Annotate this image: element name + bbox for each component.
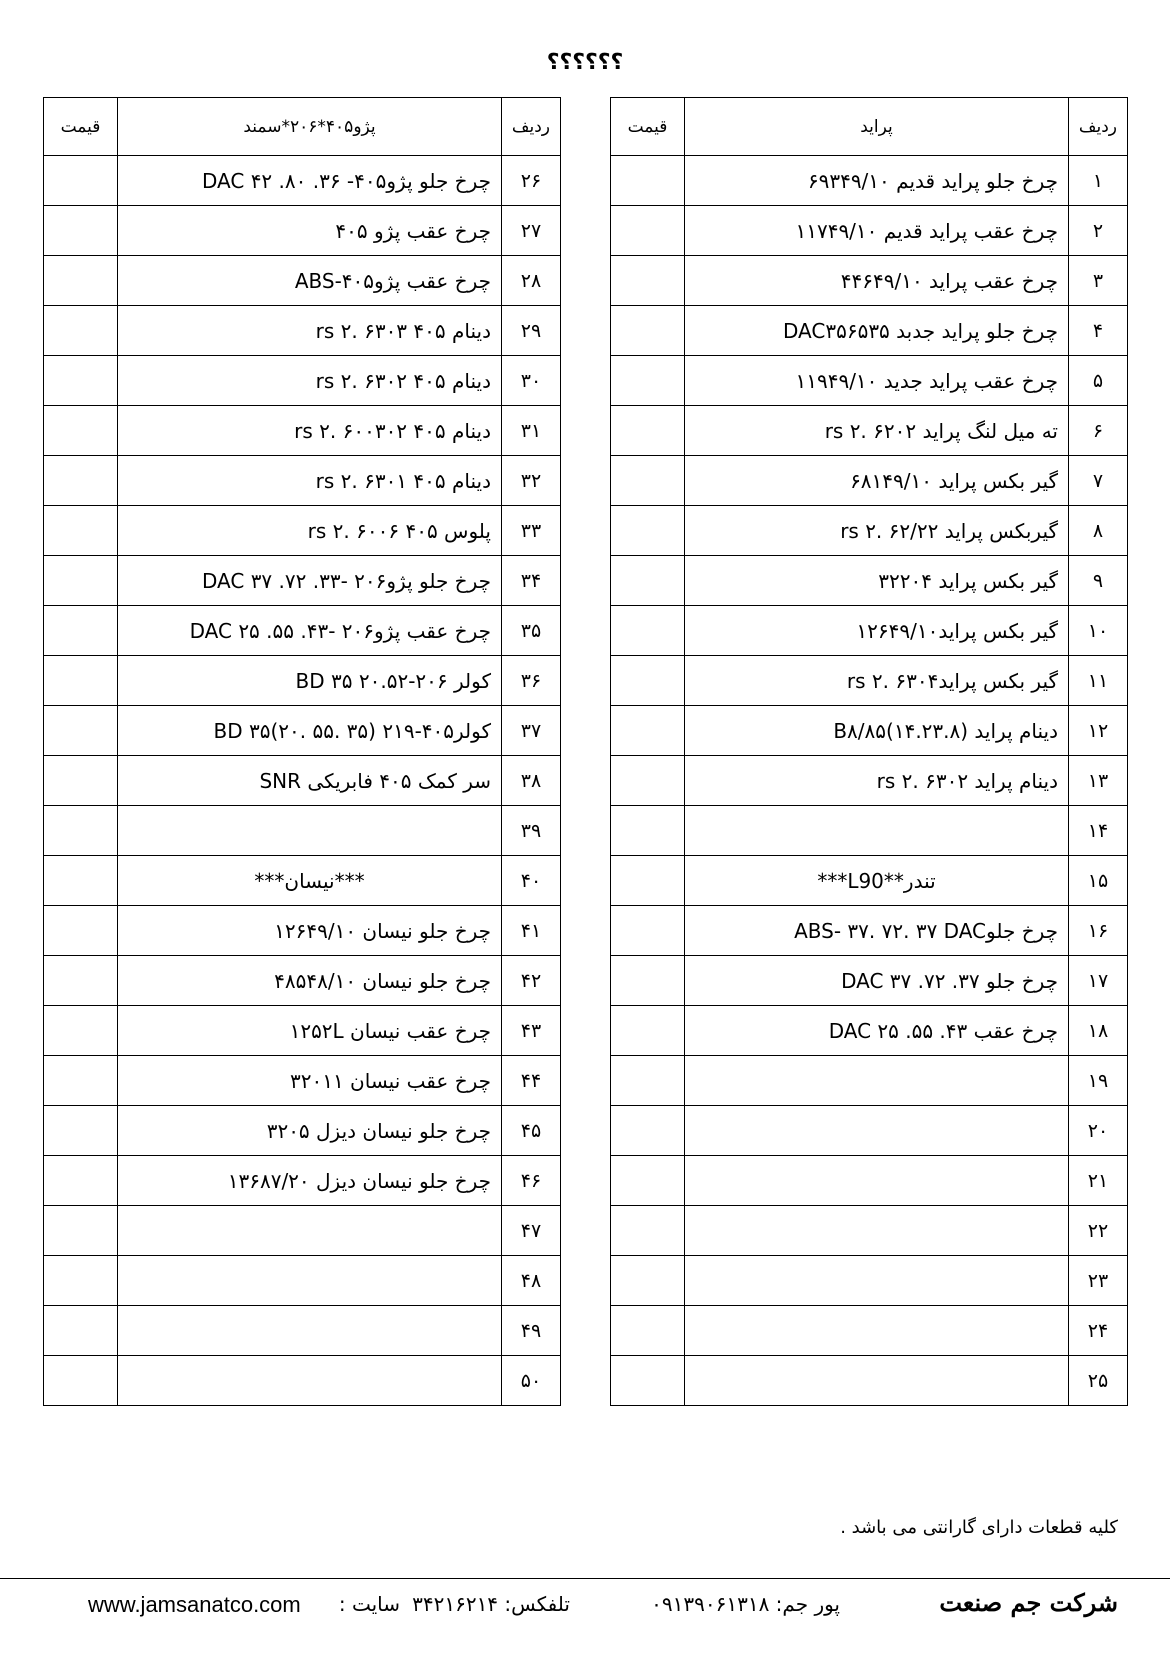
part-name-cell: کولر۴۰۵-۲۱۹ BD ۳۵(۲۰. ۵۵. ۳۵) [118,706,502,756]
price-cell [44,1206,118,1256]
price-cell [611,1206,685,1256]
price-cell [611,706,685,756]
table-row [44,156,561,206]
table-row [44,1356,561,1406]
row-number-cell: ۲۱ [1069,1156,1128,1206]
part-name-cell: چرخ عقب نیسان ۳۲۰۱۱ [118,1056,502,1106]
row-number-cell: ۱۰ [1069,606,1128,656]
row-number-cell: ۱۸ [1069,1006,1128,1056]
part-name-cell: کولر ۲۰۶-۲۰.۵۲ BD ۳۵ [118,656,502,706]
part-name-cell [118,1306,502,1356]
price-cell [44,406,118,456]
table-row [611,206,1128,256]
part-name-cell [685,806,1069,856]
row-number-cell: ۳۲ [502,456,561,506]
table-row [611,1106,1128,1156]
price-cell [611,356,685,406]
part-name-cell: دینام ۴۰۵ rs ۲. ۶۰۰۳۰۲ [118,406,502,456]
row-number-cell: ۵۰ [502,1356,561,1406]
table-row [44,1006,561,1056]
part-name-cell: چرخ عقب ۴۳. ۵۵. ۲۵ DAC [685,1006,1069,1056]
part-name-cell: گیر بکس پرایدrs ۲. ۶۳۰۴ [685,656,1069,706]
part-name-cell: چرخ جلو پراید جدبد DAC۳۵۶۵۳۵ [685,306,1069,356]
price-cell [44,906,118,956]
table-row [44,1206,561,1256]
row-number-cell: ۴۳ [502,1006,561,1056]
part-name-cell [685,1156,1069,1206]
part-name-cell: چرخ عقب پژو۴۰۵-ABS [118,256,502,306]
table-row [611,906,1128,956]
price-cell [44,456,118,506]
row-number-cell: ۳۵ [502,606,561,656]
row-number-cell: ۴۷ [502,1206,561,1256]
part-name-cell: چرخ جلو نیسان دیزل ۱۳۶۸۷/۲۰ [118,1156,502,1206]
table-row [44,206,561,256]
price-cell [44,956,118,1006]
price-cell [44,606,118,656]
table-row [44,806,561,856]
warranty-note: کلیه قطعات دارای گارانتی می باشد . [840,1517,1118,1538]
price-cell [44,1356,118,1406]
row-number-cell: ۳۴ [502,556,561,606]
row-number-cell: ۴۴ [502,1056,561,1106]
price-cell [44,1056,118,1106]
part-name-cell: چرخ جلو نیسان دیزل ۳۲۰۵ [118,1106,502,1156]
price-cell [44,1006,118,1056]
row-number-cell: ۴۲ [502,956,561,1006]
price-cell [611,1006,685,1056]
part-name-cell: چرخ جلوABS- ۳۷. ۷۲. ۳۷ DAC [685,906,1069,956]
row-number-cell: ۶ [1069,406,1128,456]
page-title: ؟؟؟؟؟؟ [546,50,624,75]
part-name-cell: ته میل لنگ پراید rs ۲. ۶۲۰۲ [685,406,1069,456]
row-number-cell: ۳۱ [502,406,561,456]
price-cell [611,506,685,556]
price-header: قیمت [611,98,685,156]
row-number-cell: ۸ [1069,506,1128,556]
table-header-row [611,98,1128,156]
row-number-cell: ۷ [1069,456,1128,506]
part-name-cell [685,1106,1069,1156]
part-name-cell: چرخ جلو نیسان ۱۲۶۴۹/۱۰ [118,906,502,956]
part-name-cell: چرخ جلو نیسان ۴۸۵۴۸/۱۰ [118,956,502,1006]
peugeot-nissan-parts-table [43,97,561,1406]
price-cell [611,556,685,606]
table-row [44,456,561,506]
row-number-cell: ۴۹ [502,1306,561,1356]
table-row [611,956,1128,1006]
part-name-cell: چرخ عقب نیسان ۱۲۵۲L [118,1006,502,1056]
part-name-cell [118,1256,502,1306]
table-row [44,1106,561,1156]
row-number-cell: ۲۵ [1069,1356,1128,1406]
price-cell [611,1056,685,1106]
table-row [611,1306,1128,1356]
company-name: شرکت جم صنعت [939,1588,1118,1617]
table-row [611,606,1128,656]
row-number-cell: ۱۹ [1069,1056,1128,1106]
table-row [611,356,1128,406]
part-name-cell: دینام ۴۰۵ rs ۲. ۶۳۰۳ [118,306,502,356]
row-number-header: ردیف [502,98,561,156]
table-row [611,156,1128,206]
price-cell [44,656,118,706]
price-cell [44,1306,118,1356]
table-row [44,706,561,756]
row-number-cell: ۲۸ [502,256,561,306]
part-name-cell [685,1206,1069,1256]
table-row [44,306,561,356]
price-header: قیمت [44,98,118,156]
table-row [44,1256,561,1306]
part-name-cell: سر کمک ۴۰۵ فابریکی SNR [118,756,502,806]
row-number-cell: ۴۱ [502,906,561,956]
table-row [44,406,561,456]
row-number-cell: ۲۷ [502,206,561,256]
table-row [611,556,1128,606]
row-number-cell: ۱۷ [1069,956,1128,1006]
table-row [44,1156,561,1206]
row-number-cell: ۲۶ [502,156,561,206]
row-number-cell: ۵ [1069,356,1128,406]
price-cell [611,656,685,706]
part-name-cell: چرخ عقب پراید جدید ۱۱۹۴۹/۱۰ [685,356,1069,406]
row-number-cell: ۹ [1069,556,1128,606]
table-row [611,1206,1128,1256]
price-cell [611,956,685,1006]
table-row [44,556,561,606]
row-number-cell: ۱ [1069,156,1128,206]
table-row [44,656,561,706]
part-name-cell: گیر بکس پراید ۶۸۱۴۹/۱۰ [685,456,1069,506]
price-cell [611,206,685,256]
price-cell [44,1256,118,1306]
part-name-cell [685,1306,1069,1356]
price-cell [44,1156,118,1206]
table-row [611,256,1128,306]
price-cell [611,256,685,306]
row-number-cell: ۱۶ [1069,906,1128,956]
website-label: سایت : [338,1592,400,1616]
part-name-cell: دینام ۴۰۵ rs ۲. ۶۳۰۲ [118,356,502,406]
part-name-cell: چرخ جلو ۳۷. ۷۲. ۳۷ DAC [685,956,1069,1006]
price-cell [611,156,685,206]
row-number-cell: ۳۶ [502,656,561,706]
footer-divider [0,1578,1170,1579]
row-number-cell: ۳۸ [502,756,561,806]
row-number-cell: ۳۹ [502,806,561,856]
table-row [611,706,1128,756]
price-cell [611,906,685,956]
row-number-cell: ۴ [1069,306,1128,356]
price-cell [44,306,118,356]
row-number-cell: ۴۸ [502,1256,561,1306]
part-name-cell [118,1356,502,1406]
row-number-cell: ۴۶ [502,1156,561,1206]
row-number-cell: ۲۰ [1069,1106,1128,1156]
table-row [611,1156,1128,1206]
price-cell [44,1106,118,1156]
part-name-cell: چرخ عقب پراید قدیم ۱۱۷۴۹/۱۰ [685,206,1069,256]
table-row [611,506,1128,556]
part-name-cell: دینام پراید (۱۴.۲۳.۸)B۸/۸۵ [685,706,1069,756]
row-number-cell: ۱۳ [1069,756,1128,806]
table-row [611,406,1128,456]
part-name-cell: دینام پراید rs ۲. ۶۳۰۲ [685,756,1069,806]
price-cell [611,1256,685,1306]
price-cell [611,1106,685,1156]
table-row [44,856,561,906]
table-row [611,456,1128,506]
part-name-cell [685,1256,1069,1306]
part-name-cell: چرخ جلو پژو۴۰۵- ۳۶. ۸۰. ۴۲ DAC [118,156,502,206]
price-cell [611,1306,685,1356]
price-cell [611,306,685,356]
part-name-cell: چرخ عقب پژو ۴۰۵ [118,206,502,256]
footer [0,1588,1170,1628]
table-row [44,606,561,656]
part-name-cell [118,806,502,856]
row-number-cell: ۴۵ [502,1106,561,1156]
row-number-cell: ۴۰ [502,856,561,906]
part-name-cell: گیربکس پراید rs ۲. ۶۲/۲۲ [685,506,1069,556]
table-row [611,1356,1128,1406]
table-row [611,1256,1128,1306]
price-cell [44,756,118,806]
part-name-cell [118,1206,502,1256]
part-name-header: پراید [685,98,1069,156]
row-number-cell: ۱۱ [1069,656,1128,706]
part-name-cell: ***نیسان*** [118,856,502,906]
row-number-cell: ۱۲ [1069,706,1128,756]
price-cell [611,856,685,906]
price-cell [44,506,118,556]
row-number-cell: ۱۵ [1069,856,1128,906]
table-row [611,1006,1128,1056]
part-name-cell: دینام ۴۰۵ rs ۲. ۶۳۰۱ [118,456,502,506]
row-number-cell: ۲۴ [1069,1306,1128,1356]
row-number-cell: ۲۲ [1069,1206,1128,1256]
part-name-cell: چرخ جلو پراید قدیم ۶۹۳۴۹/۱۰ [685,156,1069,206]
table-row [611,1056,1128,1106]
row-number-cell: ۳۷ [502,706,561,756]
table-row [44,1056,561,1106]
price-cell [44,206,118,256]
table-row [44,506,561,556]
table-row [44,956,561,1006]
row-number-cell: ۲ [1069,206,1128,256]
row-number-cell: ۳۳ [502,506,561,556]
part-name-cell: گیر بکس پراید۱۲۶۴۹/۱۰ [685,606,1069,656]
table-row [611,306,1128,356]
table-row [44,256,561,306]
price-cell [44,556,118,606]
price-cell [44,856,118,906]
part-name-header: پژو۴۰۵*۲۰۶*سمند [118,98,502,156]
part-name-cell [685,1356,1069,1406]
row-number-cell: ۱۴ [1069,806,1128,856]
table-row [44,756,561,806]
part-name-cell [685,1056,1069,1106]
row-number-header: ردیف [1069,98,1128,156]
price-cell [611,406,685,456]
part-name-cell: چرخ عقب پژو۲۰۶ -۴۳. ۵۵. ۲۵ DAC [118,606,502,656]
part-name-cell: چرخ جلو پژو۲۰۶ -۳۳. ۷۲. ۳۷ DAC [118,556,502,606]
row-number-cell: ۳ [1069,256,1128,306]
part-name-cell: چرخ عقب پراید ۴۴۶۴۹/۱۰ [685,256,1069,306]
fax-number: تلفکس: ۳۴۲۱۶۲۱۴ [412,1592,570,1616]
price-cell [611,806,685,856]
price-cell [44,156,118,206]
row-number-cell: ۲۳ [1069,1256,1128,1306]
price-cell [44,356,118,406]
table-row [611,756,1128,806]
pride-parts-table [610,97,1128,1406]
table-row [44,906,561,956]
table-row [44,356,561,406]
table-header-row [44,98,561,156]
table-row [611,806,1128,856]
table-row [611,656,1128,706]
part-name-cell: گیر بکس پراید ۳۲۲۰۴ [685,556,1069,606]
table-row [611,856,1128,906]
table-row [44,1306,561,1356]
price-cell [611,1156,685,1206]
price-cell [611,756,685,806]
price-cell [44,806,118,856]
mobile-number: پور جم: ۰۹۱۳۹۰۶۱۳۱۸ [651,1592,840,1616]
part-name-cell: تندر**L90*** [685,856,1069,906]
price-cell [611,456,685,506]
price-cell [44,706,118,756]
row-number-cell: ۲۹ [502,306,561,356]
website-link[interactable]: www.jamsanatco.com [88,1592,301,1617]
part-name-cell: پلوس ۴۰۵ rs ۲. ۶۰۰۶ [118,506,502,556]
price-cell [611,1356,685,1406]
price-cell [611,606,685,656]
row-number-cell: ۳۰ [502,356,561,406]
price-cell [44,256,118,306]
